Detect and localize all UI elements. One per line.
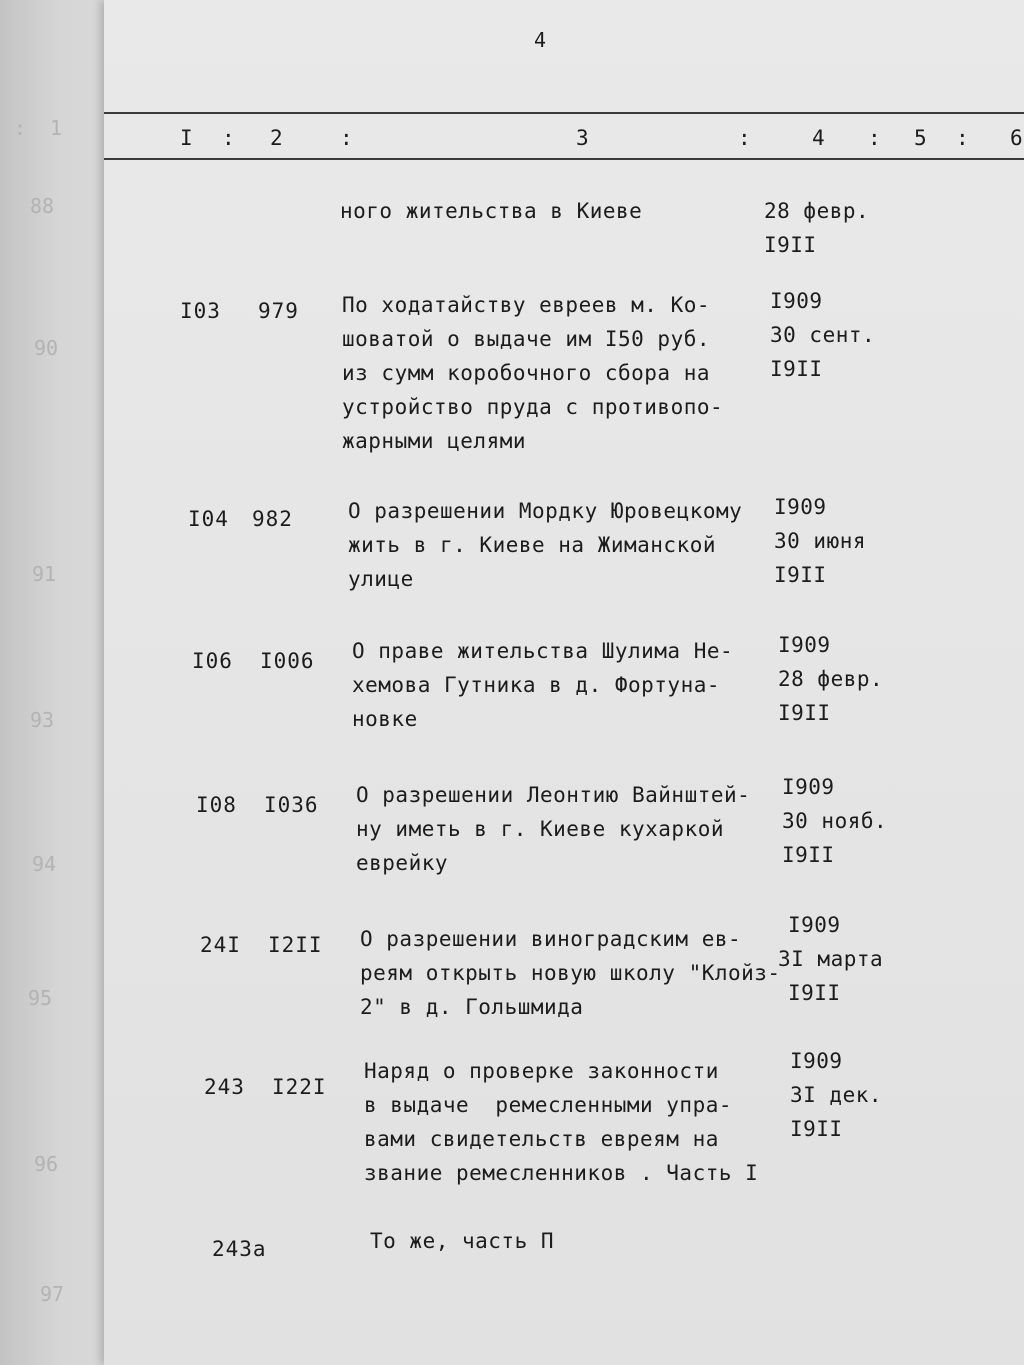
record-dates: I909 30 нояб. I9II xyxy=(782,775,888,867)
record-dates: 28 февр. I9II xyxy=(764,199,870,257)
record-title: О разрешении Леонтию Вайнштей- ну иметь в г. Киеве кухаркой еврейку xyxy=(356,783,751,875)
column-header-3: 3 xyxy=(576,126,589,150)
page-number: 4 xyxy=(534,28,547,52)
record-dates: I909 3I дек. I9II xyxy=(790,1049,883,1141)
underlying-col-1: 1 xyxy=(50,116,63,140)
document-page xyxy=(104,0,1024,1365)
record-file-number: 979 xyxy=(258,299,299,323)
underlying-margin-number: 90 xyxy=(34,336,59,360)
record-number: 243а xyxy=(212,1237,267,1261)
underlying-margin-number: 96 xyxy=(34,1152,59,1176)
record-file-number: I22I xyxy=(272,1075,327,1099)
column-separator: : xyxy=(738,126,751,150)
column-separator: : xyxy=(340,126,353,150)
header-top-rule xyxy=(104,112,1024,114)
record-number: 24I xyxy=(200,933,241,957)
underlying-margin-number: 88 xyxy=(30,194,55,218)
record-number: I04 xyxy=(188,507,229,531)
record-number: 243 xyxy=(204,1075,245,1099)
column-header-2: 2 xyxy=(270,126,283,150)
column-separator: : xyxy=(956,126,969,150)
underlying-margin-number: 95 xyxy=(28,986,53,1010)
underlying-margin-number: 91 xyxy=(32,562,57,586)
record-title: О разрешении Мордку Юровецкому жить в г. Киеве на Жиманской улице xyxy=(348,499,743,591)
column-separator: : xyxy=(868,126,881,150)
record-file-number: I036 xyxy=(264,793,319,817)
record-dates: I909 3I марта I9II xyxy=(778,913,884,1005)
record-title: О разрешении виноградским ев- реям открыть новую школу "Клойз- 2" в д. Гольшмида xyxy=(360,927,781,1019)
record-dates: I909 30 июня I9II xyxy=(774,495,867,587)
record-title: То же, часть П xyxy=(370,1229,555,1253)
record-file-number: I2II xyxy=(268,933,323,957)
column-header-1: I xyxy=(180,126,193,150)
record-dates: I909 28 февр. I9II xyxy=(778,633,884,725)
record-dates: I909 30 сент. I9II xyxy=(770,289,876,381)
record-title: По ходатайству евреев м. Ко- шоватой о выдаче им I50 руб. из сумм коробочного сбора на устройство пруда с противопо- жарными целями xyxy=(342,293,724,453)
column-header-5: 5 xyxy=(914,126,927,150)
underlying-colon: : xyxy=(14,116,27,140)
record-number: I08 xyxy=(196,793,237,817)
column-header-4: 4 xyxy=(812,126,825,150)
underlying-margin-number: 93 xyxy=(30,708,55,732)
header-bottom-rule xyxy=(104,158,1024,160)
record-number: I06 xyxy=(192,649,233,673)
record-title: О праве жительства Шулима Не- хемова Гутника в д. Фортуна- новке xyxy=(352,639,734,731)
record-file-number: I006 xyxy=(260,649,315,673)
underlying-margin-number: 94 xyxy=(32,852,57,876)
record-number: I03 xyxy=(180,299,221,323)
record-title: Наряд о проверке законности в выдаче ремесленными упра- вами свидетельств евреям на звание ремесленников . Часть I xyxy=(364,1059,759,1185)
record-title: ного жительства в Киеве xyxy=(340,199,643,223)
column-header-6: 6 xyxy=(1010,126,1023,150)
record-file-number: 982 xyxy=(252,507,293,531)
underlying-margin-number: 97 xyxy=(40,1282,65,1306)
column-separator: : xyxy=(222,126,235,150)
